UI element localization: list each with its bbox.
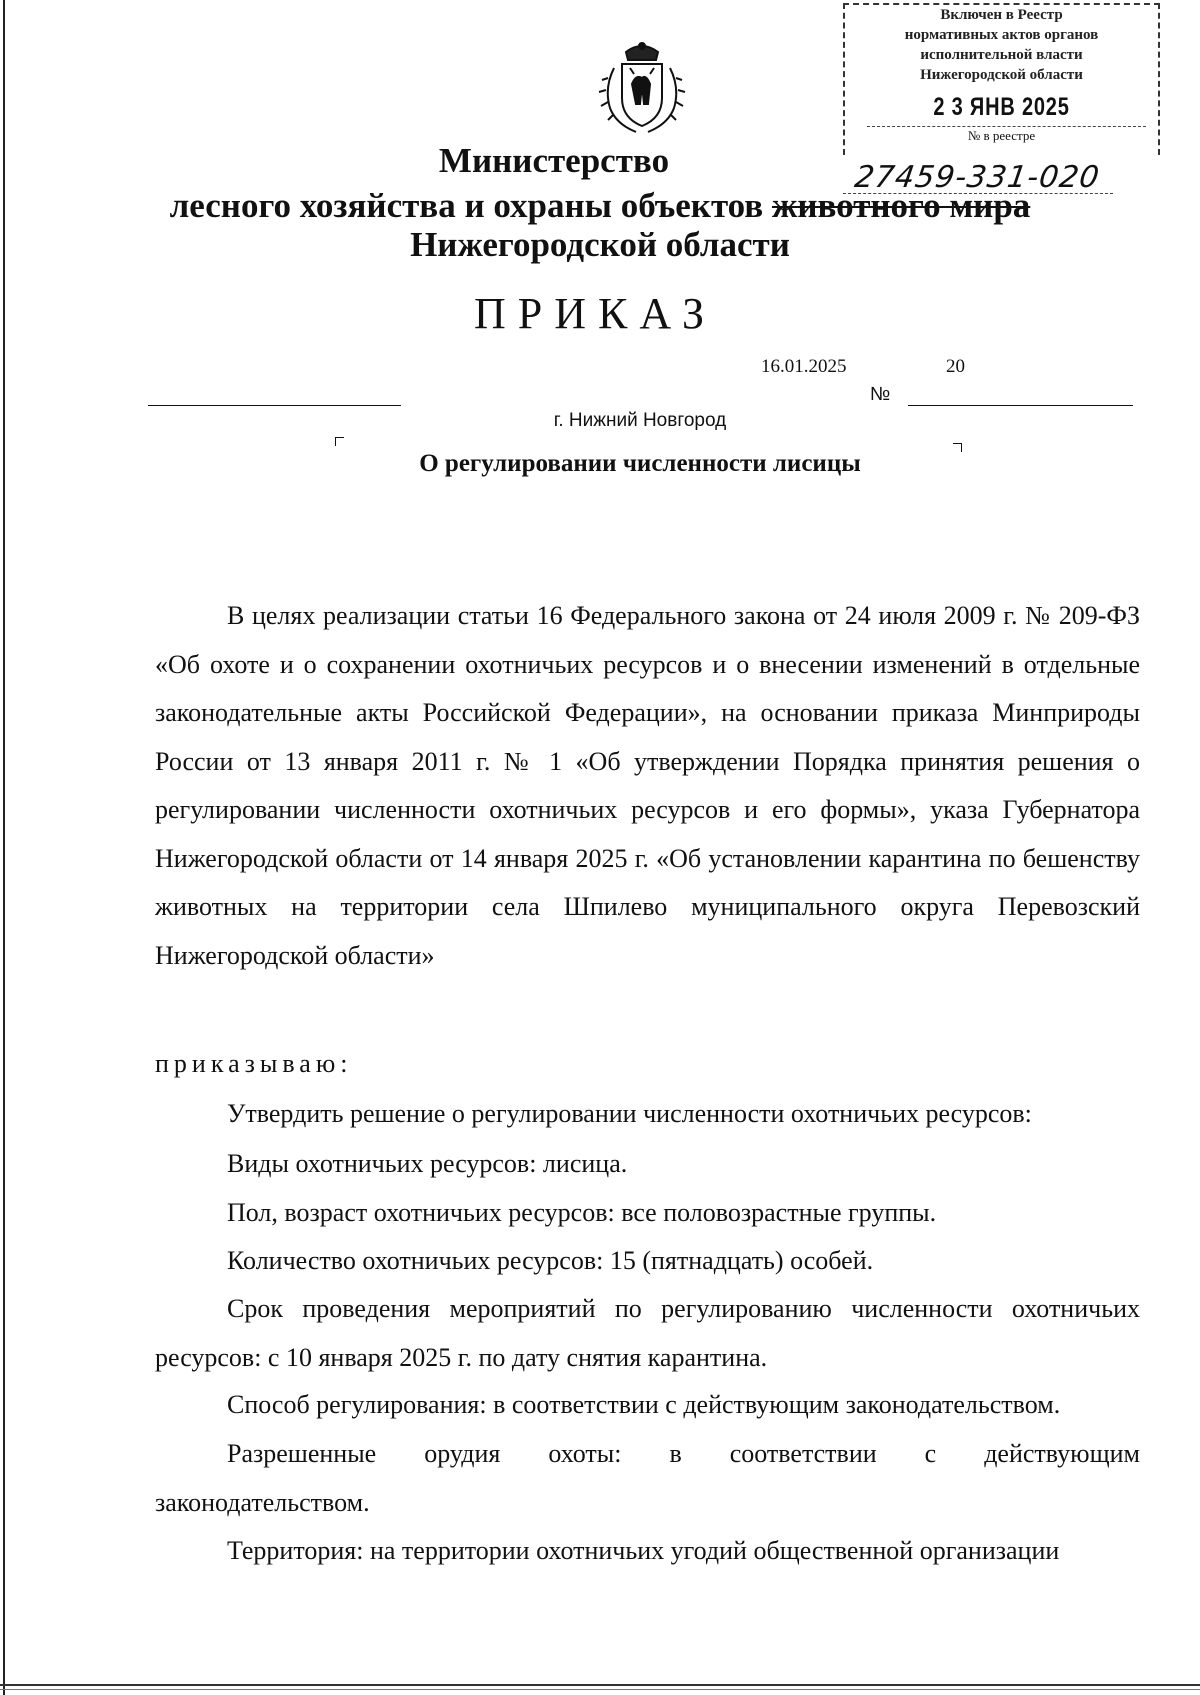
order-date: 16.01.2025 (761, 356, 847, 377)
stamp-separator (867, 126, 1146, 127)
order-item-3: Пол, возраст охотничьих ресурсов: все половозрастные группы. (227, 1198, 937, 1227)
stamp-line-1: Включен в Реестр (940, 7, 1063, 23)
ministry-title-line-3: Нижегородской области (410, 225, 790, 264)
order-subject: О регулировании численности лисицы (419, 450, 861, 477)
number-underline (908, 405, 1133, 406)
scan-edge-bottom-thin (0, 1689, 1200, 1690)
stamp-line-2: нормативных актов органов (904, 27, 1099, 43)
order-item-5: Срок проведения мероприятий по регулированию численности охотничьих ресурсов: с 10 января 2025 г. по дату снятия карантина. (155, 1294, 1140, 1372)
order-item-1: Утвердить решение о регулировании численности охотничьих ресурсов: (227, 1099, 1032, 1128)
order-item-2: Виды охотничьих ресурсов: лисица. (227, 1149, 628, 1178)
stamp-date: 2 3 ЯНВ 2025 (933, 93, 1070, 121)
order-item-8: Территория: на территории охотничьих угодий общественной организации (227, 1536, 1060, 1565)
order-item-4: Количество охотничьих ресурсов: 15 (пятнадцать) особей. (227, 1246, 874, 1275)
stamp-registry-number: 27459-331-020 (852, 160, 1103, 195)
issue-city: г. Нижний Новгород (553, 410, 727, 431)
number-sign: № (870, 384, 891, 405)
orders-word: приказываю: (155, 1049, 353, 1078)
stamp-registry-label: № в реестре (967, 128, 1036, 143)
preamble-paragraph: В целях реализации статьи 16 Федерального закона от 24 июля 2009 г. № 209-ФЗ «Об охоте и о сохранении охотничьих ресурсов и о внесении изменений в отдельные законодательные акты Российской Федерации», на основании приказа Минприроды России от 13 января 2011 г. № 1 «Об утверждении Порядка принятия решения о регулировании численности охотничьих ресурсов и его формы», указа Губернатора Нижегородской области от 14 января 2025 г. «Об установлении карантина по бешенству животных на территории села Шпилево муниципального округа Перевозский Нижегородской области» (155, 601, 1140, 970)
stamp-line-4: Нижегородской области (920, 67, 1083, 83)
ministry-title-line-2-b: животного мира (771, 186, 1031, 225)
registry-stamp (843, 3, 1160, 155)
date-underline (148, 405, 401, 406)
ministry-title-line-2-a: лесного хозяйства и охраны объектов (169, 186, 772, 225)
stamp-line-3: исполнительной власти (920, 47, 1083, 63)
title-corner-left (335, 437, 344, 446)
order-item-6: Способ регулирования: в соответствии с действующим законодательством. (227, 1390, 1061, 1419)
document-type-title: ПРИКАЗ (473, 289, 717, 338)
order-item-7: Разрешенные орудия охоты: в соответствии с действующим законодательством. (155, 1439, 1140, 1517)
order-number: 20 (946, 356, 965, 377)
coat-of-arms-emblem (596, 38, 688, 138)
ministry-title-line-1: Министерство (438, 141, 670, 180)
scan-edge-bottom (0, 1684, 1200, 1686)
